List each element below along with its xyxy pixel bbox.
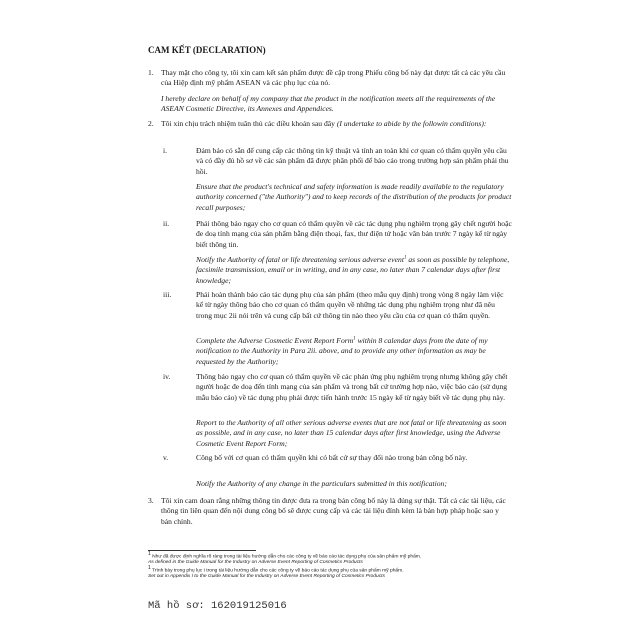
subitem-v-vietnamese: Công bố với cơ quan có thẩm quyền khi có bất cứ sự thay đổi nào trong bản công bố này. — [196, 453, 468, 462]
footnote-2-marker: 1 — [148, 565, 151, 571]
item-1-english: I hereby declare on behalf of my company that the product in the notification meets all the requirements of the ASEAN Cosmetic Directive, its Annexes and Appendices. — [161, 94, 496, 114]
subitem-iii-english-b: within 8 calendar days from the date of my notification to the Authority in Para 2ii. above, and to provide any other information as may be requested by the Authority; — [196, 336, 488, 366]
item-2-english: (I undertake to abide by the followin conditions): — [336, 119, 487, 128]
subitem-i-number: i. — [163, 146, 168, 155]
subitem-ii-vietnamese: Phải thông báo ngay cho cơ quan có thẩm quyền về các tác dụng phụ nghiêm trọng gây chết người hoặc đe doạ tính mạng của sản phẩm bằng điện thoại, fax, thư điện tử hoặc văn bản trước 7 ngày kể từ ngày biết thông tin. — [196, 219, 512, 249]
footnote-ref-1: 1 — [403, 255, 407, 261]
subitem-iii-number: iii. — [163, 290, 172, 299]
item-3-number: 3. — [148, 496, 154, 505]
record-code: Mã hồ sơ: 162019125016 — [148, 600, 287, 612]
subitem-v-number: v. — [163, 453, 169, 462]
page-title: CAM KẾT (DECLARATION) — [148, 45, 266, 55]
subitem-iv-vietnamese: Thông báo ngay cho cơ quan có thẩm quyền về các phản ứng phụ nghiêm trọng nhưng không gây chết người hoặc đe doạ đến tính mạng của sản phẩm và trong bất cứ trường hợp nào, việc báo cáo (sử dụng mẫu báo cáo) về tác dụng phụ phải được tiến hành trước 15 ngày kể từ ngày biết về tác dụng phụ này. — [196, 372, 508, 402]
subitem-ii-number: ii. — [163, 219, 170, 228]
subitem-iv-english: Report to the Authority of all other serious adverse events that are not fatal or life threatening as soon as possible, and in any case, no later than 15 calendar days after first knowledge, using the Adverse Cosmetic Event Report Form; — [196, 418, 507, 448]
footnote-ref-2: 1 — [353, 336, 356, 342]
item-1-number: 1. — [148, 68, 154, 77]
item-1-vietnamese: Thay mặt cho công ty, tôi xin cam kết sản phẩm được đề cập trong Phiếu công bố này đạt được tất cả các yêu cầu của Hiệp định mỹ phẩm ASEAN và các phụ lục của nó. — [161, 68, 506, 88]
subitem-v-english: Notify the Authority of any change in the particulars submitted in this notification; — [196, 479, 447, 488]
footnote-2-english: Set out in Appendix I to the Guide Manual for the Industry on Adverse Event Reporting of Cosmetics Products — [148, 574, 385, 579]
subitem-ii-english-b: as soon as possible by telephone, facsimile transmission, email or in writing, and in any case, no later than 7 calendar days after first knowledge; — [196, 255, 510, 285]
subitem-i-vietnamese: Đảm bảo có sẵn để cung cấp các thông tin kỹ thuật và tính an toàn khi cơ quan có thẩm quyền yêu cầu và có đầy đủ hồ sơ về các sản phẩm đã được phân phối để báo cáo trong trường hợp sản phẩm phải thu hồi. — [196, 146, 509, 176]
item-2-text — [161, 119, 511, 129]
footnote-2-text: Trình bày trong phụ lục I trong tài liệu hướng dẫn cho các công ty về báo cáo tác dụng phụ của sản phẩm mỹ phẩm. — [150, 568, 404, 574]
footnote-1-marker: 1 — [148, 551, 151, 557]
item-2-number: 2. — [148, 119, 154, 128]
subitem-iv-number: iv. — [163, 372, 171, 381]
footnote-1-text: Như đã được định nghĩa rõ ràng trong tài liệu hướng dẫn cho các công ty về báo cáo tác dụng phụ của sản phẩm mỹ phẩm. — [150, 554, 422, 560]
item-3-vietnamese: Tôi xin cam đoan rằng những thông tin được đưa ra trong bản công bố này là đúng sự thật. Tất cả các tài liệu, các thông tin liên quan đến nội dung công bố sẽ được cung cấp và các tài liệu đính kèm là bản hợp pháp hoặc sao y bản chính. — [161, 496, 506, 526]
subitem-ii-english-a: Notify the Authority of fatal or life threatening serious adverse event — [196, 255, 404, 264]
footnote-separator — [148, 550, 256, 551]
subitem-iii-vietnamese: Phải hoàn thành báo cáo tác dụng phụ của sản phẩm (theo mẫu quy định) trong vòng 8 ngày làm việc kể từ ngày thông báo cho cơ quan có thẩm quyền về những tác dụng phụ nghiêm trọng như đã nêu trong mục 2ii nói trên và cung cấp bất cứ thông tin nào theo yêu cầu của cơ quan có thẩm quyền. — [196, 290, 504, 320]
subitem-ii-english — [196, 255, 512, 286]
subitem-iii-english — [196, 336, 512, 367]
item-2-vietnamese: Tôi xin chịu trách nhiệm tuân thủ các điều khoản sau đây — [161, 119, 335, 128]
subitem-i-english: Ensure that the product's technical and safety information is made readily available to the regulatory authority concerned ("the Authority") and to keep records of the distribution of the products for product recall purposes; — [196, 182, 512, 212]
subitem-iii-english-a: Complete the Adverse Cosmetic Event Report Form — [196, 336, 354, 345]
footnote-1-english: As defined in the Guide Manual for the Industry on Adverse Event Reporting of Cosmetics Products — [148, 560, 363, 565]
